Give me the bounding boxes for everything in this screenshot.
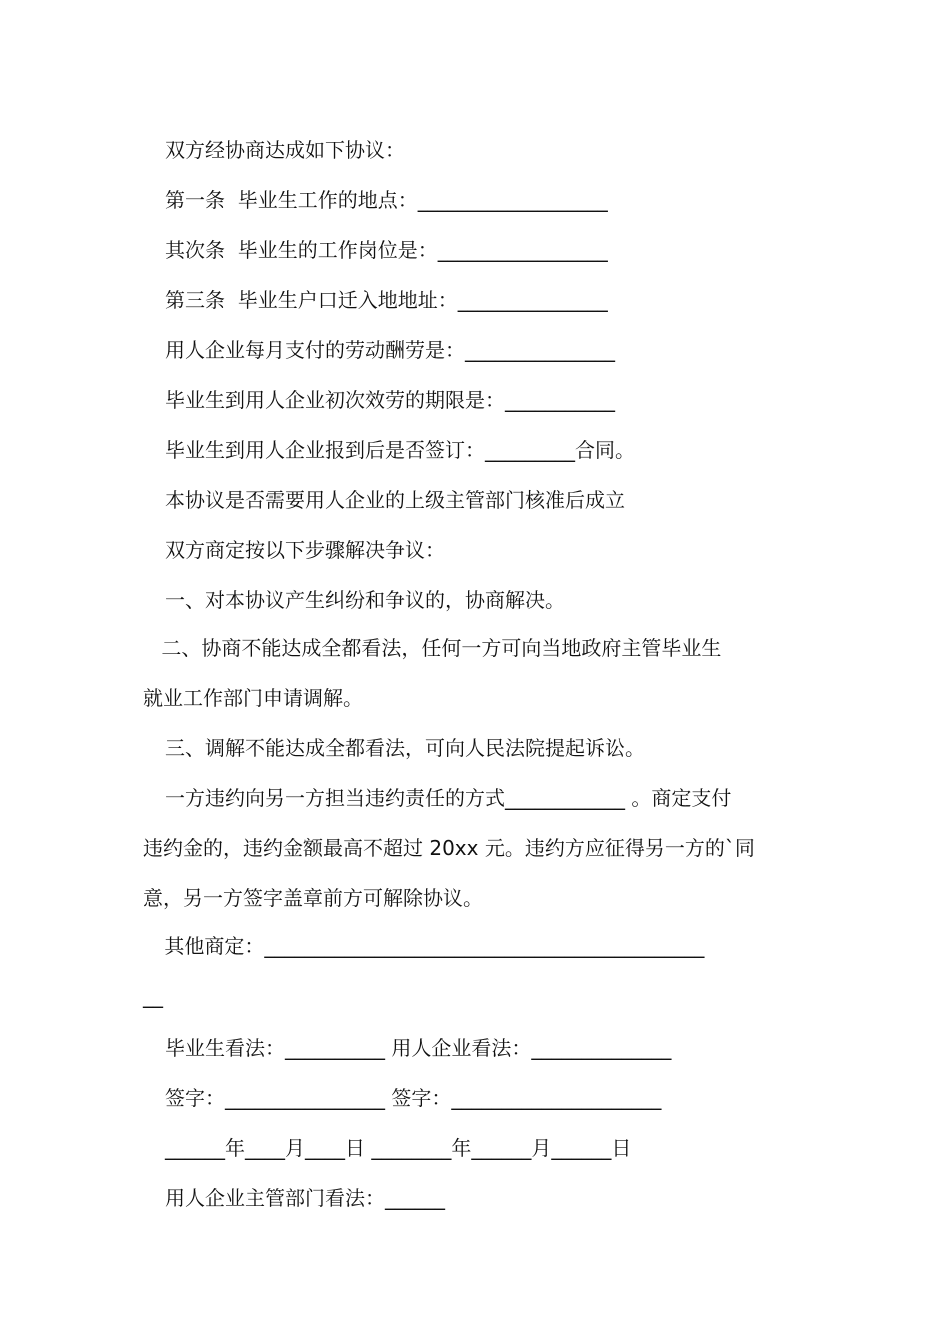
paragraph-article-1-location: 第一条 毕业生工作的地点：___________________ bbox=[165, 188, 608, 212]
paragraph-breach: 一方违约向另一方担当违约责任的方式____________ 。商定支付 bbox=[165, 786, 732, 810]
paragraph-signatures: 签字：________________ 签字：_____________________ bbox=[165, 1086, 662, 1110]
paragraph-opinions: 毕业生看法：__________ 用人企业看法：______________ bbox=[165, 1036, 672, 1060]
paragraph-step-1: 一、对本协议产生纠纷和争议的，协商解决。 bbox=[165, 588, 565, 612]
paragraph-approval: 本协议是否需要用人企业的上级主管部门核准后成立 bbox=[165, 488, 625, 512]
paragraph-dispute-steps: 双方商定按以下步骤解决争议： bbox=[165, 538, 445, 562]
paragraph-breach-cont-2: 意，另一方签字盖章前方可解除协议。 bbox=[143, 886, 483, 910]
paragraph-contract-sign: 毕业生到用人企业报到后是否签订：_________合同。 bbox=[165, 438, 635, 462]
paragraph-step-3: 三、调解不能达成全都看法，可向人民法院提起诉讼。 bbox=[165, 736, 645, 760]
paragraph-step-2: 二、协商不能达成全都看法，任何一方可向当地政府主管毕业生 bbox=[155, 636, 722, 660]
paragraph-step-2-cont: 就业工作部门申请调解。 bbox=[143, 686, 363, 710]
paragraph-dates: ______年____月____日 ________年______月______日 bbox=[165, 1136, 632, 1160]
paragraph-service-term: 毕业生到用人企业初次效劳的期限是：___________ bbox=[165, 388, 615, 412]
paragraph-breach-cont-1: 违约金的，违约金额最高不超过 20xx 元。违约方应征得另一方的`同 bbox=[143, 836, 755, 860]
paragraph-other-terms-cont: __ bbox=[143, 984, 163, 1008]
paragraph-article-3-hukou: 第三条 毕业生户口迁入地地址：_______________ bbox=[165, 288, 608, 312]
paragraph-agreement-intro: 双方经协商达成如下协议： bbox=[165, 138, 405, 162]
paragraph-other-terms: 其他商定：____________________________________________ bbox=[158, 934, 705, 958]
paragraph-article-2-position: 其次条 毕业生的工作岗位是：_________________ bbox=[165, 238, 608, 262]
paragraph-monthly-pay: 用人企业每月支付的劳动酬劳是：_______________ bbox=[165, 338, 615, 362]
paragraph-authority-opinion: 用人企业主管部门看法：______ bbox=[165, 1186, 445, 1210]
